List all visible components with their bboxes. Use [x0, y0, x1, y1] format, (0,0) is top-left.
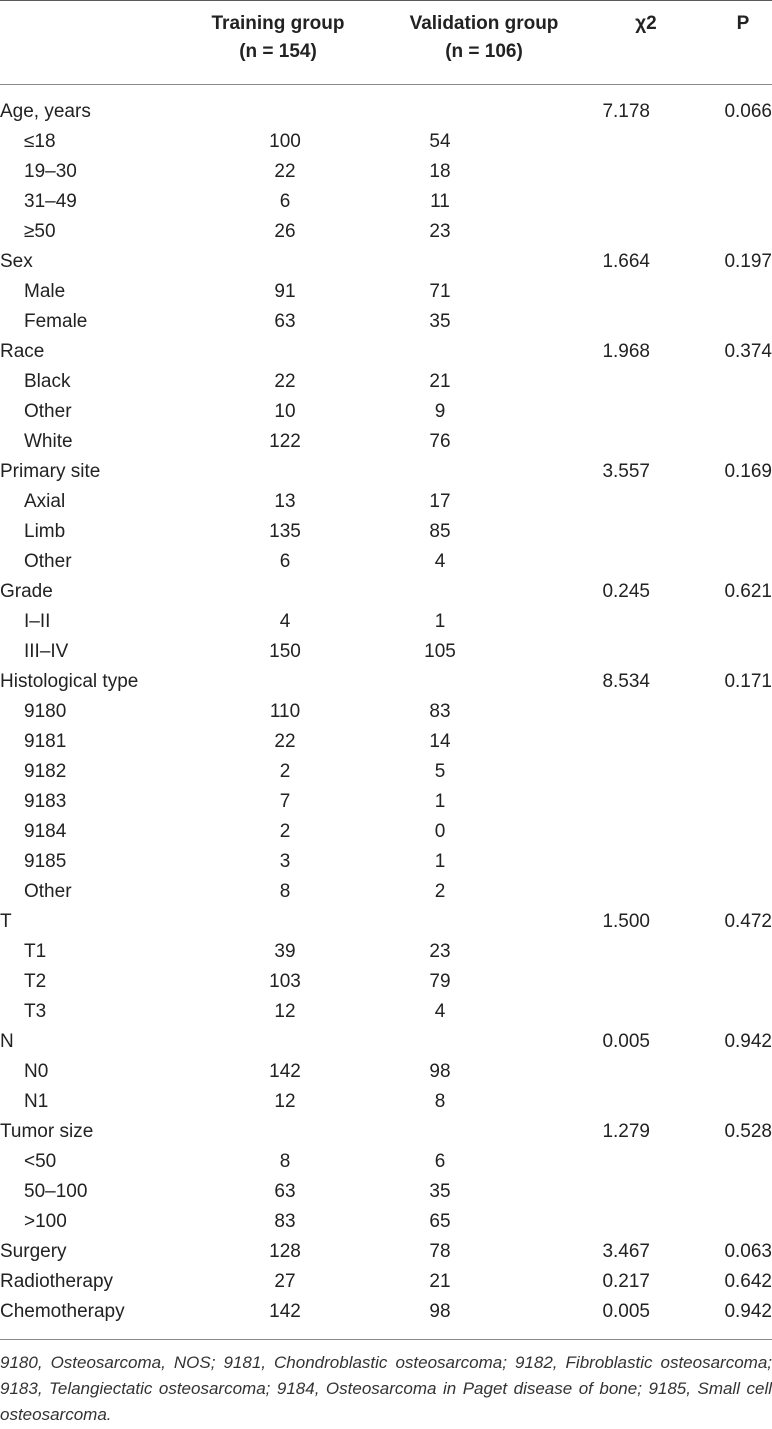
row-label: White	[24, 431, 73, 452]
row-p-value	[650, 607, 772, 637]
row-training-value: 4	[279, 611, 291, 632]
row-p-value: 0.621	[724, 581, 772, 602]
row-chi-square-value	[510, 787, 650, 817]
row-chi-square-value	[510, 1207, 650, 1237]
row-p-value	[650, 787, 772, 817]
row-label: N	[0, 1031, 14, 1052]
table-row	[0, 1147, 772, 1177]
row-chi-square-value: 0.005	[602, 1301, 650, 1322]
table-header	[0, 10, 772, 76]
row-validation-value	[370, 577, 510, 607]
row-chi-square-value	[510, 307, 650, 337]
row-label: 9181	[24, 731, 67, 752]
header-validation-group	[390, 10, 578, 66]
row-chi-square-value: 1.664	[602, 251, 650, 272]
table-row	[0, 817, 772, 847]
table-row	[0, 667, 772, 697]
table-row	[0, 217, 772, 247]
row-label: 9180	[24, 701, 67, 722]
header-validation-count: (n = 106)	[445, 41, 523, 62]
row-validation-value: 83	[429, 701, 451, 722]
row-label: Other	[24, 401, 72, 422]
row-label: ≤18	[24, 131, 56, 152]
row-p-value	[650, 757, 772, 787]
row-chi-square-value: 0.005	[602, 1031, 650, 1052]
row-label: N1	[24, 1091, 49, 1112]
row-training-value	[200, 337, 370, 367]
row-validation-value: 65	[429, 1211, 451, 1232]
row-label: 9183	[24, 791, 67, 812]
row-validation-value: 21	[429, 371, 451, 392]
row-training-value	[200, 457, 370, 487]
row-p-value: 0.528	[724, 1121, 772, 1142]
row-training-value: 110	[269, 701, 301, 722]
row-p-value	[650, 277, 772, 307]
row-training-value: 22	[274, 161, 296, 182]
row-p-value	[650, 697, 772, 727]
row-p-value	[650, 637, 772, 667]
row-chi-square-value	[510, 1177, 650, 1207]
row-p-value	[650, 487, 772, 517]
table-row	[0, 487, 772, 517]
row-chi-square-value	[510, 517, 650, 547]
row-chi-square-value	[510, 937, 650, 967]
row-p-value	[650, 397, 772, 427]
row-p-value: 0.197	[724, 251, 772, 272]
row-chi-square-value: 8.534	[602, 671, 650, 692]
row-training-value: 63	[274, 311, 296, 332]
table-row	[0, 847, 772, 877]
row-chi-square-value	[510, 427, 650, 457]
row-training-value: 3	[279, 851, 291, 872]
table-row	[0, 1117, 772, 1147]
row-validation-value: 35	[429, 311, 451, 332]
row-label: Limb	[24, 521, 66, 542]
data-table	[0, 97, 772, 1327]
row-chi-square-value	[510, 1057, 650, 1087]
table-row	[0, 547, 772, 577]
row-training-value: 83	[274, 1211, 296, 1232]
row-validation-value: 78	[429, 1241, 451, 1262]
table-row	[0, 517, 772, 547]
table-row	[0, 457, 772, 487]
row-training-value: 26	[274, 221, 296, 242]
top-rule	[0, 0, 772, 1]
row-chi-square-value	[510, 727, 650, 757]
table-row	[0, 937, 772, 967]
row-label: Sex	[0, 251, 33, 272]
row-p-value	[650, 517, 772, 547]
row-chi-square-value	[510, 367, 650, 397]
row-p-value	[650, 187, 772, 217]
row-training-value: 122	[269, 431, 301, 452]
row-training-value: 91	[274, 281, 296, 302]
row-validation-value: 5	[434, 761, 446, 782]
row-p-value	[650, 307, 772, 337]
header-rule	[0, 84, 772, 85]
row-training-value: 63	[274, 1181, 296, 1202]
row-validation-value	[370, 1027, 510, 1057]
row-label: Male	[24, 281, 66, 302]
header-chi-square-label: χ2	[635, 13, 657, 34]
row-training-value: 100	[269, 131, 301, 152]
table-row	[0, 1297, 772, 1327]
row-training-value: 128	[269, 1241, 301, 1262]
row-p-value	[650, 217, 772, 247]
row-training-value: 2	[279, 821, 291, 842]
row-chi-square-value: 1.279	[602, 1121, 650, 1142]
table-row	[0, 997, 772, 1027]
row-validation-value: 98	[429, 1061, 451, 1082]
row-training-value: 22	[274, 371, 296, 392]
row-validation-value: 1	[434, 791, 446, 812]
row-training-value	[200, 1117, 370, 1147]
table-row	[0, 907, 772, 937]
row-chi-square-value: 0.245	[602, 581, 650, 602]
row-validation-value: 11	[430, 191, 450, 212]
row-validation-value	[370, 247, 510, 277]
row-p-value	[650, 427, 772, 457]
row-training-value	[200, 907, 370, 937]
row-training-value: 142	[269, 1301, 301, 1322]
table-row	[0, 877, 772, 907]
row-label: T1	[24, 941, 47, 962]
row-label: T2	[24, 971, 47, 992]
row-p-value	[650, 877, 772, 907]
table-row	[0, 607, 772, 637]
table-row	[0, 1177, 772, 1207]
row-chi-square-value: 1.500	[602, 911, 650, 932]
row-chi-square-value: 3.467	[602, 1241, 650, 1262]
row-label: Radiotherapy	[0, 1271, 114, 1292]
row-p-value: 0.063	[724, 1241, 772, 1262]
row-chi-square-value: 7.178	[602, 101, 650, 122]
table-row	[0, 1237, 772, 1267]
table-row	[0, 127, 772, 157]
row-chi-square-value	[510, 637, 650, 667]
row-label: 19–30	[24, 161, 77, 182]
row-training-value: 103	[269, 971, 301, 992]
row-training-value: 12	[274, 1091, 296, 1112]
row-p-value: 0.066	[724, 101, 772, 122]
row-validation-value: 54	[429, 131, 451, 152]
row-chi-square-value: 0.217	[602, 1271, 650, 1292]
table-row	[0, 247, 772, 277]
row-validation-value: 85	[429, 521, 451, 542]
row-training-value: 2	[279, 761, 291, 782]
table-row	[0, 1087, 772, 1117]
row-label: 31–49	[24, 191, 77, 212]
row-label: Tumor size	[0, 1121, 94, 1142]
row-validation-value: 105	[424, 641, 456, 662]
row-validation-value	[370, 1117, 510, 1147]
row-label: 50–100	[24, 1181, 88, 1202]
header-p-value-label: P	[736, 13, 750, 34]
row-validation-value: 17	[429, 491, 451, 512]
row-training-value: 13	[274, 491, 296, 512]
row-chi-square-value	[510, 547, 650, 577]
table-row	[0, 187, 772, 217]
row-validation-value: 1	[434, 851, 446, 872]
row-validation-value	[370, 97, 510, 127]
row-label: ≥50	[24, 221, 56, 242]
row-validation-value: 8	[434, 1091, 446, 1112]
table-row	[0, 1057, 772, 1087]
row-p-value	[650, 967, 772, 997]
row-p-value	[650, 1207, 772, 1237]
row-p-value	[650, 367, 772, 397]
row-label: Grade	[0, 581, 53, 602]
row-p-value: 0.942	[724, 1031, 772, 1052]
row-chi-square-value	[510, 757, 650, 787]
row-p-value: 0.171	[724, 671, 772, 692]
row-training-value	[200, 577, 370, 607]
row-training-value: 22	[274, 731, 296, 752]
row-p-value	[650, 1087, 772, 1117]
table-footnote: 9180, Osteosarcoma, NOS; 9181, Chondroblastic osteosarcoma; 9182, Fibroblastic osteosarcoma; 9183, Telangiectatic osteosarcoma; 9184, Osteosarcoma in Paget disease of bone; 9185, Small cell osteosarcoma.	[0, 1353, 772, 1424]
row-validation-value	[370, 457, 510, 487]
table-row	[0, 157, 772, 187]
row-label: T3	[24, 1001, 47, 1022]
row-chi-square-value	[510, 607, 650, 637]
row-label: Surgery	[0, 1241, 67, 1262]
row-validation-value	[370, 907, 510, 937]
row-training-value: 150	[269, 641, 301, 662]
row-validation-value: 21	[429, 1271, 451, 1292]
row-chi-square-value	[510, 1087, 650, 1117]
row-validation-value: 0	[434, 821, 446, 842]
row-training-value: 12	[274, 1001, 296, 1022]
header-chi-square	[606, 10, 686, 38]
row-chi-square-value	[510, 877, 650, 907]
table-row	[0, 637, 772, 667]
header-training-count: (n = 154)	[239, 41, 317, 62]
row-chi-square-value	[510, 277, 650, 307]
row-p-value	[650, 817, 772, 847]
row-label: I–II	[24, 611, 51, 632]
row-validation-value	[370, 337, 510, 367]
row-validation-value: 18	[429, 161, 451, 182]
row-training-value: 6	[279, 191, 291, 212]
row-validation-value: 9	[434, 401, 446, 422]
table-row	[0, 1207, 772, 1237]
table-row	[0, 97, 772, 127]
row-p-value: 0.942	[724, 1301, 772, 1322]
row-validation-value: 4	[434, 551, 446, 572]
row-label: Black	[24, 371, 71, 392]
bottom-rule	[0, 1339, 772, 1340]
table-row	[0, 1267, 772, 1297]
row-p-value: 0.642	[724, 1271, 772, 1292]
row-validation-value: 23	[429, 941, 451, 962]
row-p-value	[650, 1147, 772, 1177]
row-training-value: 7	[279, 791, 291, 812]
row-validation-value: 98	[429, 1301, 451, 1322]
row-chi-square-value: 1.968	[602, 341, 650, 362]
row-p-value	[650, 997, 772, 1027]
row-label: Axial	[24, 491, 66, 512]
row-chi-square-value	[510, 157, 650, 187]
row-validation-value: 35	[429, 1181, 451, 1202]
row-chi-square-value	[510, 487, 650, 517]
row-label: >100	[24, 1211, 67, 1232]
row-label: Age, years	[0, 101, 91, 122]
row-p-value	[650, 547, 772, 577]
row-label: Race	[0, 341, 45, 362]
row-label: Chemotherapy	[0, 1301, 125, 1322]
row-p-value	[650, 937, 772, 967]
table-row	[0, 367, 772, 397]
row-training-value: 135	[269, 521, 301, 542]
row-training-value: 142	[269, 1061, 301, 1082]
row-label: T	[0, 911, 12, 932]
row-chi-square-value	[510, 127, 650, 157]
row-validation-value: 4	[434, 1001, 446, 1022]
row-p-value	[650, 727, 772, 757]
table-row	[0, 427, 772, 457]
row-chi-square-value	[510, 187, 650, 217]
table-row	[0, 787, 772, 817]
row-chi-square-value	[510, 967, 650, 997]
row-chi-square-value	[510, 1147, 650, 1177]
row-label: 9184	[24, 821, 67, 842]
row-p-value: 0.472	[724, 911, 772, 932]
row-p-value	[650, 157, 772, 187]
table-body	[0, 97, 772, 1327]
row-training-value: 39	[274, 941, 296, 962]
row-chi-square-value	[510, 847, 650, 877]
table-row	[0, 727, 772, 757]
row-label: N0	[24, 1061, 49, 1082]
row-validation-value: 71	[429, 281, 451, 302]
row-validation-value: 1	[434, 611, 446, 632]
row-p-value	[650, 127, 772, 157]
row-label: 9185	[24, 851, 67, 872]
row-p-value	[650, 1057, 772, 1087]
row-label: <50	[24, 1151, 57, 1172]
row-label: Histological type	[0, 671, 139, 692]
row-label: 9182	[24, 761, 67, 782]
row-validation-value: 76	[429, 431, 451, 452]
row-chi-square-value	[510, 997, 650, 1027]
row-p-value: 0.169	[724, 461, 772, 482]
header-training-label: Training group	[211, 13, 345, 34]
row-training-value	[200, 1027, 370, 1057]
row-training-value: 10	[274, 401, 296, 422]
row-label: Primary site	[0, 461, 101, 482]
table-row	[0, 697, 772, 727]
row-training-value: 8	[279, 881, 291, 902]
row-training-value: 6	[279, 551, 291, 572]
row-validation-value	[370, 667, 510, 697]
row-p-value	[650, 1177, 772, 1207]
row-validation-value: 6	[434, 1151, 446, 1172]
row-label: III–IV	[24, 641, 69, 662]
row-label: Female	[24, 311, 88, 332]
header-p-value	[716, 10, 770, 38]
row-validation-value: 79	[429, 971, 451, 992]
row-chi-square-value: 3.557	[602, 461, 650, 482]
row-p-value	[650, 847, 772, 877]
table-row	[0, 337, 772, 367]
row-p-value: 0.374	[724, 341, 772, 362]
table-row	[0, 277, 772, 307]
table-row	[0, 967, 772, 997]
table-row	[0, 757, 772, 787]
row-chi-square-value	[510, 217, 650, 247]
table-row	[0, 307, 772, 337]
header-training-group	[195, 10, 361, 66]
row-validation-value: 2	[434, 881, 446, 902]
row-chi-square-value	[510, 817, 650, 847]
row-training-value: 8	[279, 1151, 291, 1172]
table-row	[0, 577, 772, 607]
row-label: Other	[24, 551, 72, 572]
row-chi-square-value	[510, 697, 650, 727]
row-training-value	[200, 97, 370, 127]
row-validation-value: 14	[429, 731, 451, 752]
row-label: Other	[24, 881, 72, 902]
row-training-value	[200, 247, 370, 277]
row-chi-square-value	[510, 397, 650, 427]
table-row	[0, 397, 772, 427]
header-validation-label: Validation group	[409, 13, 559, 34]
table-row	[0, 1027, 772, 1057]
row-training-value: 27	[274, 1271, 296, 1292]
row-training-value	[200, 667, 370, 697]
row-validation-value: 23	[429, 221, 451, 242]
